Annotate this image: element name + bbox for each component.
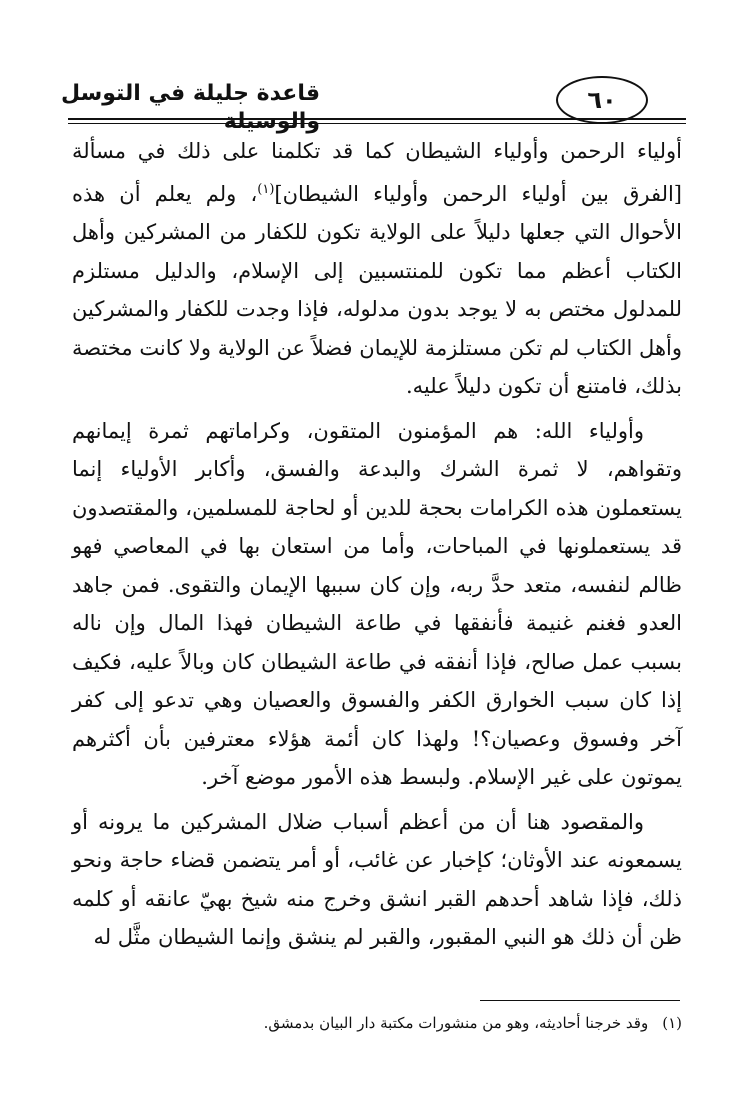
footnote-reference: (١) <box>257 181 275 197</box>
page-number: ٦٠ <box>587 86 617 114</box>
footnote-text: وقد خرجنا أحاديثه، وهو من منشورات مكتبة دار البيان بدمشق. <box>263 1014 649 1032</box>
page-number-oval <box>556 76 648 124</box>
body-text <box>72 132 682 963</box>
paragraph-1-text-a: أولياء الرحمن وأولياء الشيطان كما قد تكلمنا على ذلك في مسألة [الفرق بين أولياء الرحمن وأولياء الشيطان] <box>72 139 682 206</box>
paragraph-1 <box>72 132 682 406</box>
footnote-number: (١) <box>662 1014 682 1032</box>
paragraph-2: وأولياء الله: هم المؤمنون المتقون، وكراماتهم ثمرة إيمانهم وتقواهم، لا ثمرة الشرك والبدعة والفسق، وأكابر الأولياء إنما يستعملون هذه الكرامات بحجة للدين أو لحاجة للمسلمين، والمقتصدون قد يستعملونها في المباحات، وأما من استعان بها في المعاصي فهو ظالم لنفسه، متعد حدَّ ربه، وإن كان سببها الإيمان والتقوى. فمن جاهد العدو فغنم غنيمة فأنفقها في طاعة الشيطان فهذا المال وإن ناله بسبب عمل صالح، فإذا أنفقه في طاعة الشيطان كان وبالاً عليه، فكيف إذا كان سبب الخوارق الكفر والفسوق والعصيان وهي تدعو إلى كفر آخر وفسوق وعصيان؟! ولهذا كان أئمة هؤلاء معترفين بأن أكثرهم يموتون على غير الإسلام. ولبسط هذه الأمور موضع آخر. <box>72 418 682 789</box>
running-header-title: قاعدة جليلة في التوسل والوسيلة <box>60 81 320 134</box>
footnote <box>200 1012 682 1034</box>
header-rule-thin <box>68 123 686 124</box>
header-rule <box>68 118 686 120</box>
paragraph-3: والمقصود هنا أن من أعظم أسباب ضلال المشركين ما يرونه أو يسمعونه عند الأوثان؛ كإخبار عن غائب، أو أمر يتضمن قضاء حاجة ونحو ذلك، فإذا شاهد أحدهم القبر انشق وخرج منه شيخ بهيّ عانقه أو كلمه ظن أن ذلك هو النبي المقبور، والقبر لم ينشق وإنما الشيطان مثَّل له <box>72 809 682 949</box>
paragraph-1-text-b: ، ولم يعلم أن هذه الأحوال التي جعلها دليلاً على الولاية تكون للكفار من المشركين وأهل الكتاب أعظم مما تكون للمنتسبين إلى الإسلام، والدليل مستلزم للمدلول مختص به لا يوجد بدون مدلوله، فإذا وجدت للكفار والمشركين وأهل الكتاب لم تكن مستلزمة للإيمان فضلاً عن الولاية ولا كانت مختصة بذلك، فامتنع أن تكون دليلاً عليه. <box>72 181 682 398</box>
footnote-rule <box>480 1000 680 1001</box>
